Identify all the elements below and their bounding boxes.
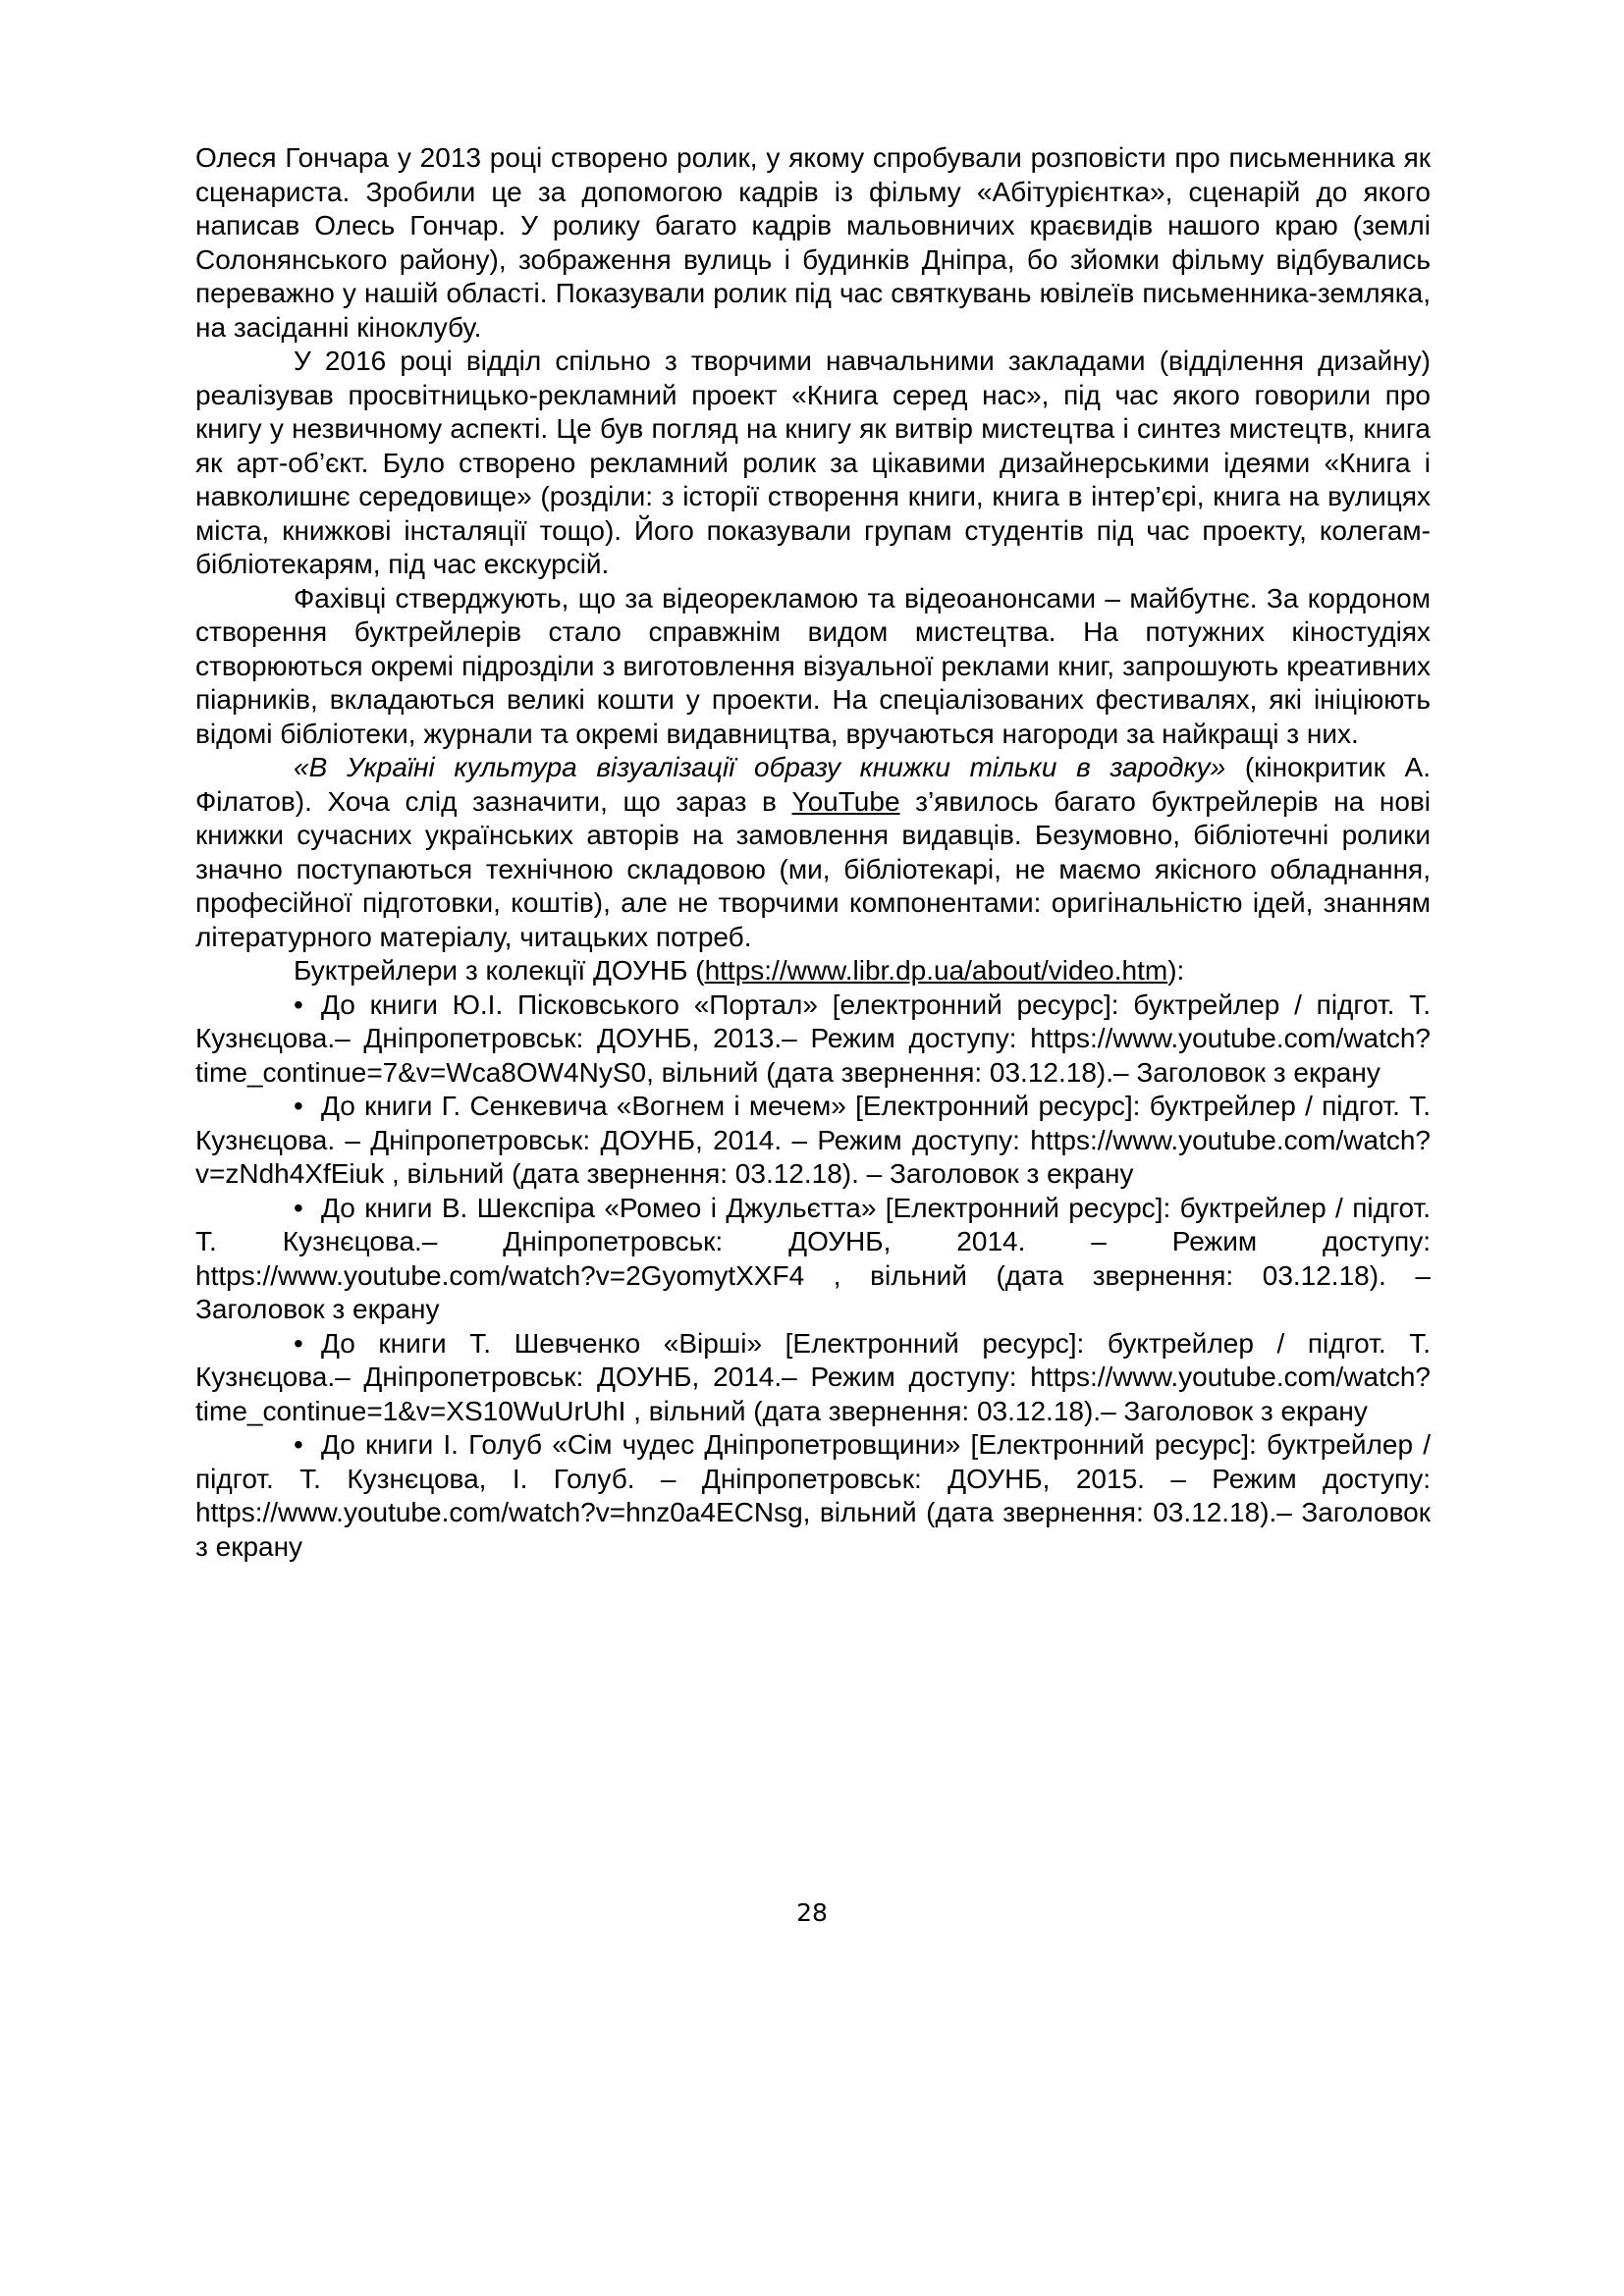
bullet-icon: • (294, 988, 303, 1020)
paragraph-2: У 2016 році відділ спільно з творчими навчальними закладами (відділення дизайну) реалізував просвітницько-рекламний проект «Книга серед нас», під час якого говорили про книгу у незвичному аспекті. Це був погляд на книгу як витвір мистецтва і синтез мистецтв, книга як арт-об’єкт. Було створено рекламний ролик за цікавими дизайнерськими ідеями «Книга і навколишнє середовище» (розділи: з історії створення книги, книга в інтер’єрі, книга на вулицях міста, книжкові інсталяції тощо). Його показували групам студентів під час проекту, колегам- бібліотекарям, під час екскурсій. (195, 346, 1431, 579)
paragraph-4-text: (кінокритик А. Філатов). Хоча слід зазначити, що зараз в (195, 752, 1431, 817)
bullet-item-4 (195, 1327, 1431, 1429)
paragraph-4-rest: з’явилось багато буктрейлерів на нові книжки сучасних українських авторів на замовлення видавців. Безумовно, бібліотечні ролики значно поступаються технічною складовою (ми, бібліотекарі, не маємо якісного обладнання, професійної підготовки, коштів), але не творчими компонентами: оригінальністю ідей, знанням літературного матеріалу, читацьких потреб. (195, 785, 1431, 952)
bullet-text: До книги І. Голуб «Сім чудес Дніпропетровщини» [Електронний ресурс]: буктрейлер / підгот. Т. Кузнєцова, І. Голуб. – Дніпропетровськ: ДОУНБ, 2015. – Режим доступу: https://www.youtube.com/watch?v=hnz0a4ECNsg, вільний (дата звернення: 03.12.18).– Заголовок з екрану (195, 1429, 1431, 1562)
bullet-text: До книги Т. Шевченко «Вірші» [Електронний ресурс]: буктрейлер / підгот. Т. Кузнєцова.– Дніпропетровськ: ДОУНБ, 2014.– Режим доступу: https://www.youtube.com/watch?time_continue=1&v=XS10WuUrUhI , вільний (дата звернення: 03.12.18).– Заголовок з екрану (195, 1327, 1431, 1426)
collection-link[interactable]: https://www.libr.dp.ua/about/video.htm (704, 955, 1168, 986)
bullet-text: До книги Г. Сенкевича «Вогнем і мечем» [Електронний ресурс]: буктрейлер / підгот. Т. Кузнєцова. – Дніпропетровськ: ДОУНБ, 2014. – Режим доступу: https://www.youtube.com/watch?v=zNdh4XfEiuk , вільний (дата звернення: 03.12.18). – Заголовок з екрану (195, 1091, 1431, 1189)
youtube-link[interactable]: YouTube (791, 785, 900, 817)
bullet-item-3 (195, 1192, 1431, 1327)
bullet-icon: • (294, 1192, 303, 1223)
paragraph-4 (195, 751, 1431, 954)
bullet-icon: • (294, 1091, 303, 1121)
document-page (195, 141, 1431, 1564)
bullet-item-1 (195, 988, 1431, 1091)
bullet-item-5 (195, 1428, 1431, 1564)
page-number: 28 (796, 1898, 828, 1927)
paragraph-1: Олеся Гончара у 2013 році створено ролик, у якому спробували розповісти про письменника як сценариста. Зробили це за допомогою кадрів із фільму «Абітурієнтка», сценарій до якого написав Олесь Гончар. У ролику багато кадрів мальовничих краєвидів нашого краю (землі Солонянського району), зображення вулиць і будинків Дніпра, бо зйомки фільму відбувались переважно у нашій області. Показували ролик під час святкувань ювілеїв письменника-земляка, на засіданні кіноклубу. (195, 142, 1431, 343)
paragraph-3: Фахівці стверджують, що за відеорекламою та відеоанонсами – майбутнє. За кордоном створення буктрейлерів стало справжнім видом мистецтва. На потужних кіностудіях створюються окремі підрозділи з виготовлення візуальної реклами книг, запрошують креативних піарників, вкладаються великі кошти у проекти. На спеціалізованих фестивалях, які ініціюють відомі бібліотеки, журнали та окремі видавництва, вручаються нагороди за найкращі з них. (195, 582, 1431, 749)
italic-quote: «В Україні культура візуалізації образу книжки тільки в зародку» (294, 752, 1226, 782)
bullet-icon: • (294, 1429, 303, 1460)
bullet-text: До книги Ю.І. Пісковського «Портал» [електронний ресурс]: буктрейлер / підгот. Т. Кузнєцова.– Дніпропетровськ: ДОУНБ, 2013.– Режим доступу: https://www.youtube.com/watch?time_continue=7&v=Wca8OW4NyS0, вільний (дата звернення: 03.12.18).– Заголовок з екрану (195, 988, 1431, 1088)
bullet-text: До книги В. Шекспіра «Ромео і Джульєтта» [Електронний ресурс]: буктрейлер / підгот. Т. Кузнєцова.– Дніпропетровськ: ДОУНБ, 2014. – Режим доступу: https://www.youtube.com/watch?v=2GyomytXXF4 , вільний (дата звернення: 03.12.18). – Заголовок з екрану (195, 1192, 1431, 1324)
paragraph-5 (195, 954, 1431, 988)
paragraph-5-end: ): (1167, 955, 1185, 986)
paragraph-5-text: Буктрейлери з колекції ДОУНБ ( (294, 955, 705, 986)
bullet-item-2 (195, 1090, 1431, 1192)
bullet-icon: • (294, 1327, 303, 1359)
